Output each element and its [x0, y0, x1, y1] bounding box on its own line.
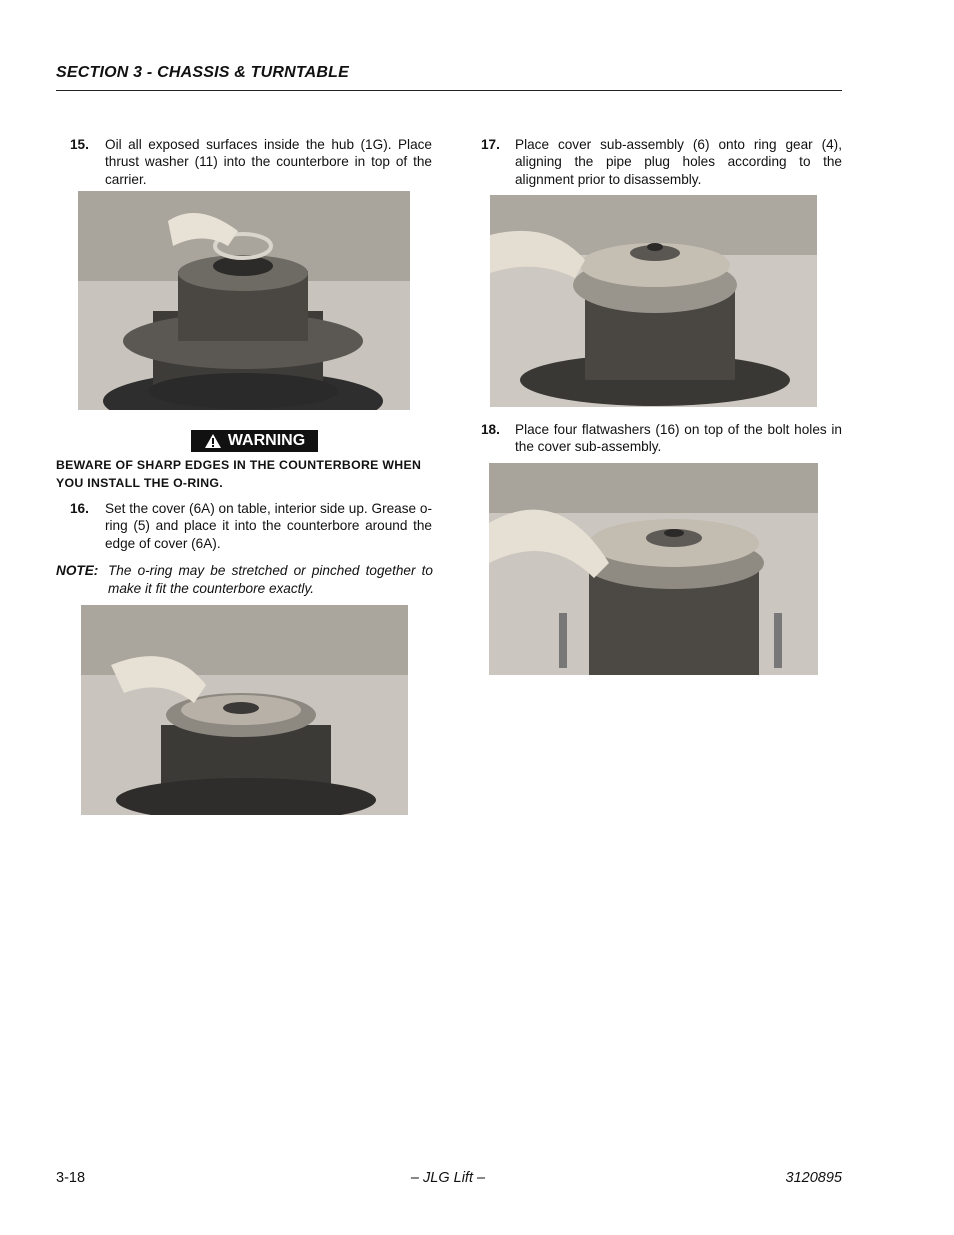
step-text: Place four flatwashers (16) on top of the bolt holes in the cover sub-assembly. [515, 422, 842, 455]
step-number: 17. [481, 137, 500, 152]
section-title: SECTION 3 - CHASSIS & TURNTABLE [56, 64, 350, 81]
section-header [56, 64, 842, 91]
warning-badge [191, 430, 318, 452]
warning-triangle-icon [204, 433, 222, 449]
warning-label: WARNING [227, 432, 306, 449]
step-15 [70, 136, 432, 188]
warning-text: BEWARE OF SHARP EDGES IN THE COUNTERBORE WHEN YOU INSTALL THE O-RING. [56, 458, 422, 490]
step-number: 18. [481, 422, 500, 437]
step-16 [70, 500, 432, 552]
step-number: 16. [70, 501, 89, 516]
step-18 [481, 421, 842, 456]
photo-thrust-washer [78, 191, 410, 410]
note-text: The o-ring may be stretched or pinched together to make it fit the counterbore exactly. [108, 563, 433, 596]
photo-oring-cover [81, 605, 408, 815]
note [56, 562, 433, 598]
document-number: 3120895 [785, 1170, 842, 1186]
page-number: 3-18 [56, 1170, 86, 1186]
step-17 [481, 136, 842, 188]
photo-cover-subassembly [490, 195, 817, 407]
step-text: Oil all exposed surfaces inside the hub (1G). Place thrust washer (11) into the counterbore in top of the carrier. [105, 137, 432, 187]
photo-flatwashers [489, 463, 818, 675]
footer-brand: – JLG Lift – [410, 1170, 486, 1186]
step-number: 15. [70, 137, 89, 152]
step-text: Place cover sub-assembly (6) onto ring gear (4), aligning the pipe plug holes according to the alignment prior to disassembly. [515, 137, 842, 187]
step-text: Set the cover (6A) on table, interior side up. Grease o-ring (5) and place it into the counterbore around the edge of cover (6A). [105, 501, 432, 551]
note-label: NOTE: [56, 563, 99, 578]
